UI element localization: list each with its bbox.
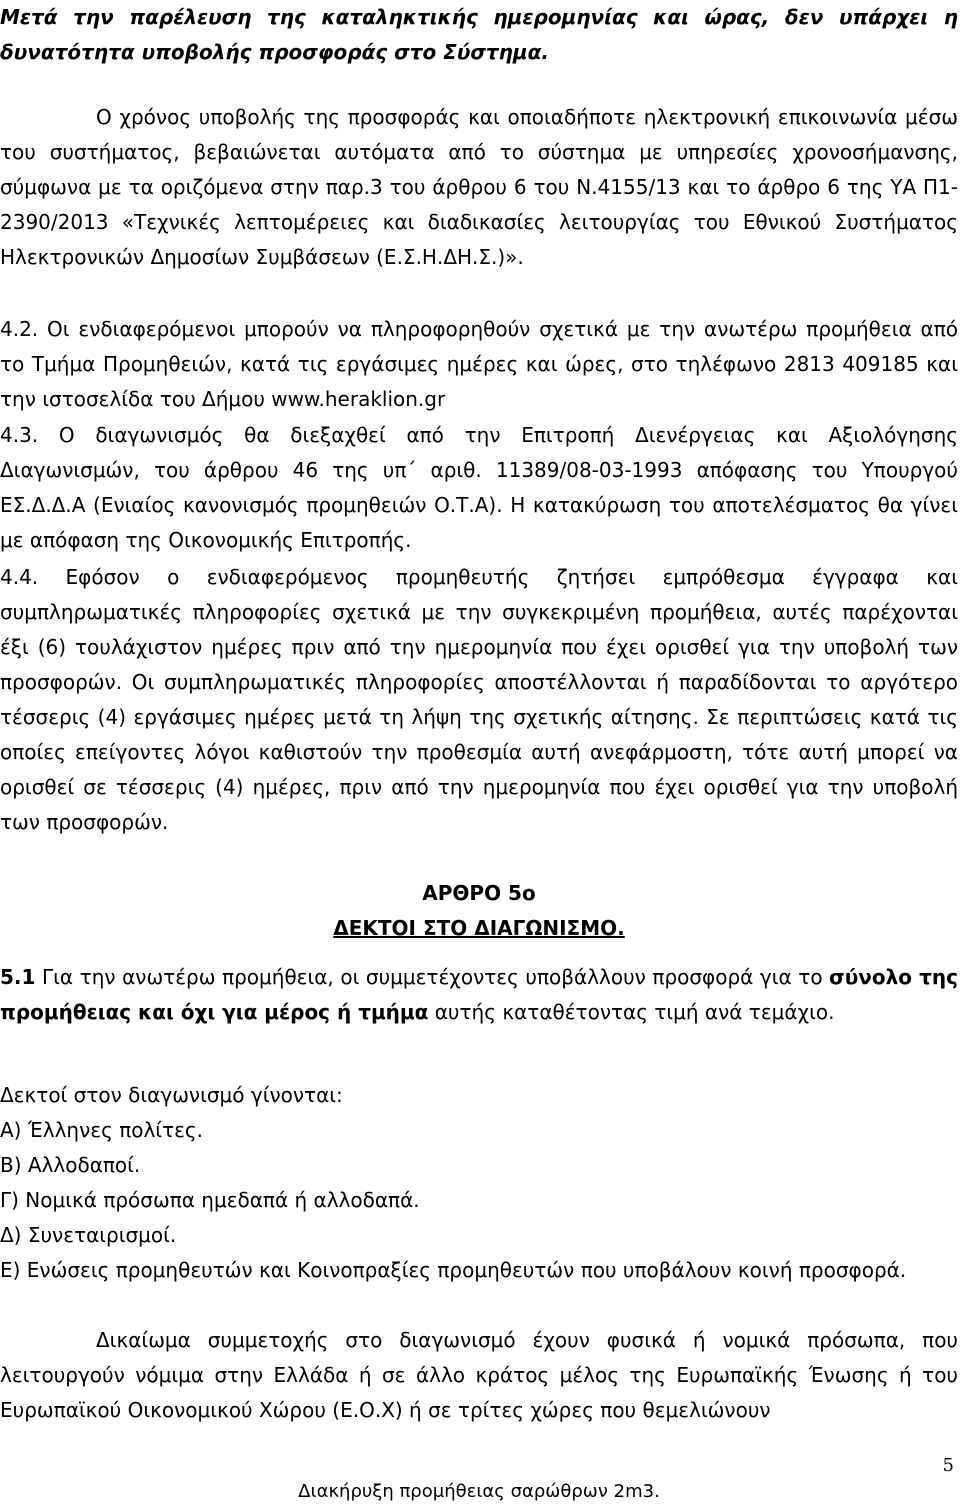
section-5-1-text-a: Για την ανωτέρω προμήθεια, οι συμμετέχοντες υποβάλλουν προσφορά για το [35, 965, 830, 989]
accepted-title: Δεκτοί στον διαγωνισμό γίνονται: [0, 1083, 343, 1107]
intro-paragraph-deadline: Μετά την παρέλευση της καταληκτικής ημερομηνίας και ώρας, δεν υπάρχει η δυνατότητα υποβολής προσφοράς στο Σύστημα. [0, 5, 958, 64]
article-heading: ΑΡΘΡΟ 5ο [422, 881, 536, 905]
list-item: Ε) Ενώσεις προμηθευτών και Κοινοπραξίες προμηθευτών που υποβάλουν κοινή προσφορά. [0, 1258, 907, 1282]
intro-paragraph-timestamp: Ο χρόνος υποβολής της προσφοράς και οποιαδήποτε ηλεκτρονική επικοινωνία μέσω του συστήματος, βεβαιώνεται αυτόματα από το σύστημα με υπηρεσίες χρονοσήμανσης, σύμφωνα με τα οριζόμενα στην παρ.3 του άρθρου 6 του Ν.4155/13 και το άρθρο 6 της ΥΑ Π1-2390/2013 «Τεχνικές λεπτομέρειες και διαδικασίες λειτουργίας του Εθνικού Συστήματος Ηλεκτρονικών Δημοσίων Συμβάσεων (Ε.Σ.Η.ΔΗ.Σ.)». [0, 105, 958, 269]
list-item: Γ) Νομικά πρόσωπα ημεδαπά ή αλλοδαπά. [0, 1188, 420, 1212]
section-5-1-bold: σύνολο της προμήθειας και όχι για μέρος ή τμήμα [0, 965, 958, 1024]
page-footer: Διακήρυξη προμήθειας σαρώθρων 2m3. [298, 1481, 660, 1502]
section-5-1-number: 5.1 [0, 965, 36, 989]
list-item: Α) Έλληνες πολίτες. [0, 1118, 204, 1142]
list-item: Δ) Συνεταιρισμοί. [0, 1223, 177, 1247]
participation-rights-paragraph: Δικαίωμα συμμετοχής στο διαγωνισμό έχουν φυσικά ή νομικά πρόσωπα, που λειτουργούν νόμιμα στην Ελλάδα ή σε άλλο κράτος μέλος της Ευρωπαϊκής Ένωσης ή του Ευρωπαϊκού Οικονομικού Χώρου (Ε.Ο.Χ) ή σε τρίτες χώρες που θεμελιώνουν [0, 1328, 958, 1422]
section-5-1 [0, 960, 958, 1030]
article-subheading: ΔΕΚΤΟΙ ΣΤΟ ΔΙΑΓΩΝΙΣΜΟ. [333, 916, 625, 940]
page-number: 5 [942, 1455, 954, 1476]
list-item: Β) Αλλοδαποί. [0, 1153, 141, 1177]
section-4-3: 4.3. Ο διαγωνισμός θα διεξαχθεί από την Επιτροπή Διενέργειας και Αξιολόγησης Διαγωνισμών, του άρθρου 46 της υπ΄ αριθ. 11389/08-03-1993 απόφασης του Υπουργού ΕΣ.Δ.Δ.Α (Ενιαίος κανονισμός προμηθειών Ο.Τ.Α). Η κατακύρωση του αποτελέσματος θα γίνει με απόφαση της Οικονομικής Επιτροπής. [0, 423, 958, 552]
section-4-2: 4.2. Οι ενδιαφερόμενοι μπορούν να πληροφορηθούν σχετικά με την ανωτέρω προμήθεια από το Τμήμα Προμηθειών, κατά τις εργάσιμες ημέρες και ώρες, στο τηλέφωνο 2813 409185 και την ιστοσελίδα του Δήμου www.heraklion.gr [0, 317, 958, 411]
section-5-1-text-b: αυτής καταθέτοντας τιμή ανά τεμάχιο. [428, 1000, 835, 1024]
section-4-4: 4.4. Εφόσον ο ενδιαφερόμενος προμηθευτής ζητήσει εμπρόθεσμα έγγραφα και συμπληρωματικές πληροφορίες σχετικά με την συγκεκριμένη προμήθεια, αυτές παρέχονται έξι (6) τουλάχιστον ημέρες πριν από την ημερομηνία που έχει ορισθεί για την υποβολή των προσφορών. Οι συμπληρωματικές πληροφορίες αποστέλλονται ή παραδίδονται το αργότερο τέσσερις (4) εργάσιμες ημέρες μετά τη λήψη της σχετικής αίτησης. Σε περιπτώσεις κατά τις οποίες επείγοντες λόγοι καθιστούν την προθεσμία αυτή ανεφάρμοστη, τότε αυτή μπορεί να ορισθεί σε τέσσερις (4) ημέρες, πριν από την ημερομηνία που έχει ορισθεί για την υποβολή των προσφορών. [0, 565, 958, 834]
